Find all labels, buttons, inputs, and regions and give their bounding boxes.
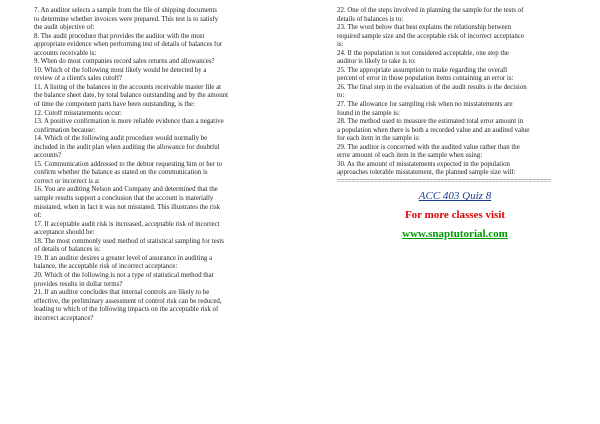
question-text-line: 15. Communication addressed to the debtor requesting him or her to [34,160,223,168]
question-text-line: a population when there is both a recorded value and an audited value [337,126,530,134]
question-text-line: 12. Cutoff misstatements occur: [34,109,122,117]
question-text-line: 18. The most commonly used method of statistical sampling for tests [34,237,224,245]
question-text-line: 29. The auditor is concerned with the audited value rather than the [337,143,520,151]
promo-text: For more classes visit [404,209,506,222]
question-text-line: percent of error in those population items containing an error is: [337,75,514,83]
question-text-line: 26. The final step in the evaluation of the audit results is the decision [337,83,527,91]
question-text-line: 14. Which of the following audit procedure would normally be [34,135,208,143]
question-text-line: misstated, when in fact it was not misstated. This illustrates the risk [34,203,221,211]
question-text-line: 28. The method used to measure the estimated total error amount in [337,118,524,126]
question-text-line: confirm whether the balance as stated on the communication is [34,169,208,177]
question-text-line: auditor is likely to take is to: [337,58,416,66]
question-text-line: accounts receivable is: [34,49,97,57]
question-text-line: 11. A listing of the balances in the accounts receivable master file at [34,83,222,91]
question-text-line: balance, the acceptable risk of incorrect acceptance: [34,263,178,271]
question-text-line: of time the component parts have been outstanding, is the: [34,101,195,109]
question-text-line: 22. One of the steps involved in planning the sample for the tests of [337,7,524,14]
separator-line: ========================================================== [337,177,551,185]
question-text-line: 7. An auditor selects a sample from the file of shipping documents [34,7,217,14]
question-text-line: 9. When do most companies record sales returns and allowances? [34,58,215,66]
question-text-line: is: [337,41,344,49]
question-text-line: the balance sheet date, by total balance outstanding and by the amount [34,92,229,100]
question-text-line: incorrect acceptance? [34,314,94,322]
question-text-line: required sample size and the acceptable risk of incorrect acceptance [337,32,524,40]
question-text-line: accounts? [34,152,62,160]
question-text-line: acceptance should be: [34,229,95,237]
question-text-line: 16. You are auditing Nelson and Company and determined that the [34,186,218,194]
question-text-line: 30. As the amount of misstatements expected in the population [337,160,510,168]
question-text-line: 8. The audit procedure that provides the auditor with the most [34,32,205,40]
question-text-line: 21. If an auditor concludes that internal controls are likely to be [34,289,210,297]
question-text-line: the audit objective of: [34,24,95,32]
question-text-line: found in the sample is: [337,109,400,117]
question-text-line: of: [34,212,42,220]
question-text-line: of details of balances is: [34,246,101,254]
question-text-line: sample results support a conclusion that the account is materially [34,195,214,203]
question-text-line: 10. Which of the following most likely would be detected by a [34,66,207,74]
question-text-line: effective, the preliminary assessment of control risk can be reduced, [34,297,222,305]
question-text-line: 20. Which of the following is not a type of statistical method that [34,271,214,279]
question-text-line: 24. If the population is not considered acceptable, one step the [337,49,509,57]
question-text-line: to: [337,92,345,100]
question-text-line: included in the audit plan when auditing the allowance for doubtful [34,143,220,151]
question-text-line: confirmation because: [34,126,96,134]
question-text-line: 27. The allowance for sampling risk when no misstatements are [337,101,513,109]
question-text-line: leading to which of the following impacts on the acceptable risk of [34,306,219,314]
question-text-line: 23. The word below that best explains the relationship between [337,24,512,32]
question-text-line: correct or incorrect is a: [34,177,100,185]
question-text-line: 19. If an auditor desires a greater level of assurance in auditing a [34,254,213,262]
question-text-line: appropriate evidence when performing test of details of balances for [34,41,223,49]
question-text-line: 13. A positive confirmation is more reliable evidence than a negative [34,118,224,126]
question-text-line: for each item in the sample is: [337,135,421,143]
question-text-line: review of a client's sales cutoff? [34,75,123,83]
question-text-line: provides results in dollar terms? [34,280,123,288]
question-text-line: details of balances is to: [337,15,404,23]
right-question-column [337,7,573,241]
question-text-line: to determine whether invoices were prepared. This test is to satisfy [34,15,219,23]
website-link[interactable]: www.snaptutorial.com [402,228,508,241]
question-text-line: 17. If acceptable audit risk is increased, acceptable risk of incorrect [34,220,220,228]
left-question-column [34,7,304,323]
question-text-line: 25. The appropriate assumption to make regarding the overall [337,66,507,74]
quiz-title: ACC 403 Quiz 8 [418,190,492,203]
question-text-line: error amount of each item in the sample when using: [337,152,483,160]
question-text-line: approaches tolerable misstatement, the planned sample size will: [337,169,516,177]
